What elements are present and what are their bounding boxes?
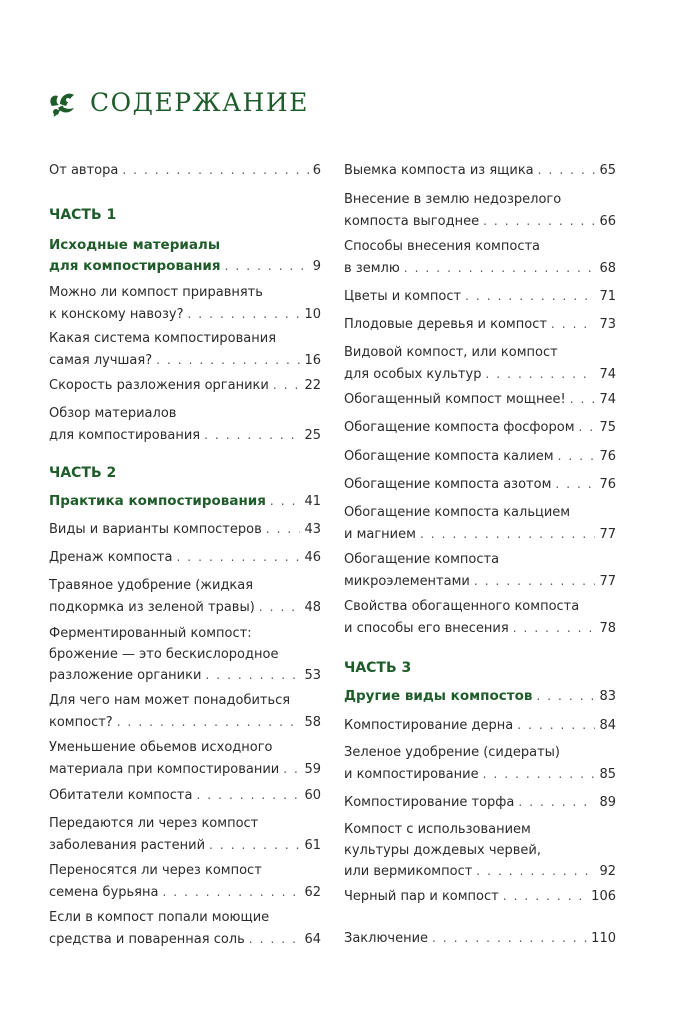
toc-entry-title-line: брожение — это бескислородное bbox=[49, 646, 279, 662]
toc-entry-title-line: Зеленое удобрение (сидераты) bbox=[344, 745, 560, 760]
dot-leader bbox=[485, 364, 595, 385]
dot-leader bbox=[465, 286, 595, 307]
page-number: 59 bbox=[304, 761, 321, 777]
page-number: 41 bbox=[304, 494, 321, 509]
dot-leader bbox=[176, 547, 300, 568]
dot-leader bbox=[474, 571, 596, 592]
toc-entry-title-line: Исходные материалы bbox=[49, 237, 221, 253]
page-number: 60 bbox=[304, 788, 321, 803]
dot-leader bbox=[517, 715, 595, 736]
toc-entry-title-line: культуры дождевых червей, bbox=[344, 842, 541, 858]
toc-section-entry[interactable] bbox=[49, 491, 321, 513]
dot-leader bbox=[476, 861, 595, 882]
page-number: 16 bbox=[304, 352, 321, 368]
toc-entry-title-line: Если в компост попали моющие bbox=[49, 910, 270, 925]
page-number: 85 bbox=[599, 766, 616, 782]
dot-leader bbox=[196, 785, 300, 806]
toc-entry[interactable] bbox=[49, 908, 321, 950]
page-number: 74 bbox=[599, 366, 616, 382]
page-title: СОДЕРЖАНИЕ bbox=[90, 88, 309, 117]
toc-entry[interactable] bbox=[49, 576, 321, 618]
toc-entry-title-line: Свойства обогащенного компоста bbox=[344, 599, 580, 614]
toc-section-entry[interactable] bbox=[344, 686, 616, 708]
toc-entry-title-line: Переносятся ли через компост bbox=[49, 863, 262, 878]
toc-entry[interactable] bbox=[344, 446, 616, 468]
toc-entry-title-line: и магнием bbox=[344, 526, 416, 542]
page-number: 71 bbox=[599, 289, 616, 304]
part-heading: ЧАСТЬ 1 bbox=[49, 207, 117, 223]
toc-entry-title-line: Заключение bbox=[344, 931, 429, 946]
dot-leader bbox=[204, 425, 300, 446]
toc-entry[interactable] bbox=[344, 743, 616, 785]
toc-entry-title-line: Обитатели компоста bbox=[49, 788, 193, 803]
toc-entry[interactable] bbox=[49, 404, 321, 446]
toc-entry-title-line: Обогащение компоста калием bbox=[344, 449, 554, 464]
toc-entry-title-line: и способы его внесения bbox=[344, 620, 509, 636]
page-number: 73 bbox=[599, 317, 616, 332]
toc-entry-title-line: для компостирования bbox=[49, 427, 201, 443]
toc-entry[interactable] bbox=[49, 861, 321, 903]
toc-entry[interactable] bbox=[49, 738, 321, 780]
page-number: 25 bbox=[304, 427, 321, 443]
dot-leader bbox=[558, 446, 596, 467]
page-header bbox=[46, 86, 309, 120]
leaf-ornament-icon bbox=[46, 86, 80, 120]
dot-leader bbox=[432, 928, 587, 949]
toc-entry[interactable] bbox=[49, 785, 321, 807]
toc-entry-title-line: Черный пар и компост bbox=[344, 889, 499, 904]
dot-leader bbox=[538, 160, 596, 181]
toc-entry-title-line: Обзор материалов bbox=[49, 406, 177, 421]
toc-entry[interactable] bbox=[344, 792, 616, 814]
toc-entry[interactable] bbox=[344, 417, 616, 439]
dot-leader bbox=[187, 304, 300, 325]
toc-entry[interactable] bbox=[344, 286, 616, 308]
toc-entry-title-line: компост? bbox=[49, 714, 113, 730]
toc-entry-title-line: Выемка компоста из ящика bbox=[344, 163, 534, 178]
toc-entry-title-line: средства и поваренная соль bbox=[49, 931, 245, 947]
toc-entry[interactable] bbox=[344, 503, 616, 545]
toc-entry-title-line: заболевания растений bbox=[49, 837, 206, 853]
toc-entry-title-line: Ферментированный компост: bbox=[49, 626, 252, 641]
toc-entry-title-line: семена бурьяна bbox=[49, 884, 159, 900]
toc-entry-title-line: материала при компостировании bbox=[49, 761, 280, 777]
toc-section-entry[interactable] bbox=[49, 235, 321, 277]
dot-leader bbox=[579, 417, 596, 438]
toc-entry-title-line: и компостирование bbox=[344, 766, 479, 782]
toc-entry-title-line: Практика компостирования bbox=[49, 493, 266, 509]
toc-entry-title-line: Для чего нам может понадобиться bbox=[49, 693, 291, 708]
page-number: 64 bbox=[304, 931, 321, 947]
toc-entry[interactable] bbox=[344, 160, 616, 182]
toc-entry-title-line: От автора bbox=[49, 163, 119, 178]
dot-leader bbox=[117, 712, 301, 733]
toc-entry-title-line: Обогащение компоста bbox=[344, 552, 500, 567]
toc-entry[interactable] bbox=[344, 597, 616, 639]
toc-entry-title-line: Цветы и компост bbox=[344, 289, 462, 304]
page-number: 77 bbox=[599, 526, 616, 542]
toc-entry[interactable] bbox=[344, 389, 616, 411]
page-number: 62 bbox=[304, 884, 321, 900]
dot-leader bbox=[270, 491, 301, 512]
toc-entry-title-line: разложение органики bbox=[49, 668, 202, 683]
toc-entry-title-line: в землю bbox=[344, 260, 400, 276]
toc-entry-title-line: Уменьшение обьемов исходного bbox=[49, 740, 273, 755]
toc-entry[interactable] bbox=[49, 814, 321, 856]
page-number: 10 bbox=[304, 306, 321, 322]
toc-entry-title-line: Компостирование дерна bbox=[344, 718, 514, 733]
toc-entry-title-line: к конскому навозу? bbox=[49, 306, 184, 322]
dot-leader bbox=[518, 792, 595, 813]
toc-entry-title-line: Плодовые деревья и компост bbox=[344, 317, 547, 332]
toc-entry[interactable] bbox=[344, 343, 616, 385]
toc-entry-title-line: Обогащение компоста азотом bbox=[344, 477, 552, 492]
page-number: 77 bbox=[599, 573, 616, 589]
toc-entry[interactable] bbox=[344, 314, 616, 336]
dot-leader bbox=[266, 519, 301, 540]
page-number: 92 bbox=[599, 864, 616, 879]
toc-entry-title-line: микроэлементами bbox=[344, 573, 470, 589]
dot-leader bbox=[555, 474, 595, 495]
toc-entry-title-line: Компост с использованием bbox=[344, 822, 531, 837]
toc-entry[interactable] bbox=[344, 820, 616, 883]
page-number: 46 bbox=[304, 550, 321, 565]
toc-entry-title-line: Видовой компост, или компост bbox=[344, 345, 558, 360]
toc-entry[interactable] bbox=[344, 237, 616, 279]
page-number: 68 bbox=[599, 260, 616, 276]
toc-entry-title-line: Можно ли компост приравнять bbox=[49, 285, 263, 300]
toc-entry-title-line: Скорость разложения органики bbox=[49, 378, 269, 393]
page-number: 110 bbox=[591, 931, 616, 946]
page-number: 106 bbox=[591, 889, 616, 904]
page-number: 78 bbox=[599, 620, 616, 636]
page-number: 84 bbox=[599, 718, 616, 733]
toc-entry[interactable] bbox=[344, 886, 616, 908]
toc-entry[interactable] bbox=[344, 550, 616, 592]
toc-entry-title-line: Обогащение компоста фосфором bbox=[344, 420, 575, 435]
part-heading: ЧАСТЬ 3 bbox=[344, 660, 412, 676]
toc-entry-title-line: компоста выгоднее bbox=[344, 213, 480, 229]
dot-leader bbox=[122, 160, 308, 181]
page-number: 76 bbox=[599, 449, 616, 464]
page-number: 9 bbox=[312, 258, 321, 274]
toc-entry-title-line: Виды и варианты компостеров bbox=[49, 522, 262, 537]
dot-leader bbox=[503, 886, 587, 907]
page-number: 66 bbox=[599, 213, 616, 229]
toc-entry[interactable] bbox=[344, 190, 616, 232]
toc-entry-title-line: самая лучшая? bbox=[49, 352, 153, 368]
page-number: 53 bbox=[304, 668, 321, 683]
page-number: 89 bbox=[599, 795, 616, 810]
page-number: 83 bbox=[599, 689, 616, 704]
toc-entry[interactable] bbox=[49, 547, 321, 569]
toc-entry[interactable] bbox=[49, 624, 321, 687]
page-number: 22 bbox=[304, 378, 321, 393]
toc-entry[interactable] bbox=[49, 160, 321, 182]
toc-entry-title-line: Способы внесения компоста bbox=[344, 239, 541, 254]
dot-leader bbox=[404, 258, 596, 279]
page-number: 65 bbox=[599, 163, 616, 178]
toc-entry[interactable] bbox=[344, 715, 616, 737]
toc-entry-title-line: Передаются ли через компост bbox=[49, 816, 259, 831]
dot-leader bbox=[536, 686, 595, 707]
dot-leader bbox=[205, 665, 300, 686]
toc-entry-title-line: Обогащенный компост мощнее! bbox=[344, 392, 566, 407]
toc-entry-title-line: Компостирование торфа bbox=[344, 795, 515, 810]
toc-entry-title-line: для особых культур bbox=[344, 366, 482, 382]
dot-leader bbox=[162, 882, 300, 903]
dot-leader bbox=[283, 759, 300, 780]
toc-entry-title-line: для компостирования bbox=[49, 257, 221, 274]
dot-leader bbox=[249, 929, 301, 950]
page-number: 74 bbox=[599, 392, 616, 407]
toc-entry[interactable] bbox=[344, 474, 616, 496]
toc-entry[interactable] bbox=[49, 375, 321, 397]
page-number: 61 bbox=[304, 837, 321, 853]
page-number: 76 bbox=[599, 477, 616, 492]
toc-entry-title-line: Травяное удобрение (жидкая bbox=[49, 578, 254, 593]
page-number: 6 bbox=[312, 163, 321, 178]
dot-leader bbox=[156, 350, 300, 371]
toc-entry-title-line: или вермикомпост bbox=[344, 864, 473, 879]
toc-entry-title-line: Другие виды компостов bbox=[344, 688, 533, 704]
dot-leader bbox=[483, 764, 596, 785]
toc-entry[interactable] bbox=[49, 519, 321, 541]
toc-entry-title-line: подкормка из зеленой травы) bbox=[49, 599, 255, 615]
dot-leader bbox=[225, 256, 309, 277]
dot-leader bbox=[209, 835, 300, 856]
toc-entry[interactable] bbox=[49, 691, 321, 733]
toc-entry-title-line: Какая система компостирования bbox=[49, 331, 277, 346]
toc-entry-title-line: Обогащение компоста кальцием bbox=[344, 505, 571, 520]
dot-leader bbox=[273, 375, 301, 396]
dot-leader bbox=[570, 389, 596, 410]
toc-entry[interactable] bbox=[344, 928, 616, 950]
part-heading: ЧАСТЬ 2 bbox=[49, 465, 117, 481]
toc-entry[interactable] bbox=[49, 329, 321, 371]
dot-leader bbox=[551, 314, 596, 335]
dot-leader bbox=[513, 618, 596, 639]
page-number: 48 bbox=[304, 599, 321, 615]
page-number: 58 bbox=[304, 714, 321, 730]
page-number: 43 bbox=[304, 522, 321, 537]
toc-entry-title-line: Внесение в землю недозрелого bbox=[344, 192, 562, 207]
toc-entry[interactable] bbox=[49, 283, 321, 325]
toc-entry-title-line: Дренаж компоста bbox=[49, 550, 173, 565]
dot-leader bbox=[259, 597, 301, 618]
page-number: 75 bbox=[599, 420, 616, 435]
dot-leader bbox=[483, 211, 595, 232]
dot-leader bbox=[420, 524, 596, 545]
